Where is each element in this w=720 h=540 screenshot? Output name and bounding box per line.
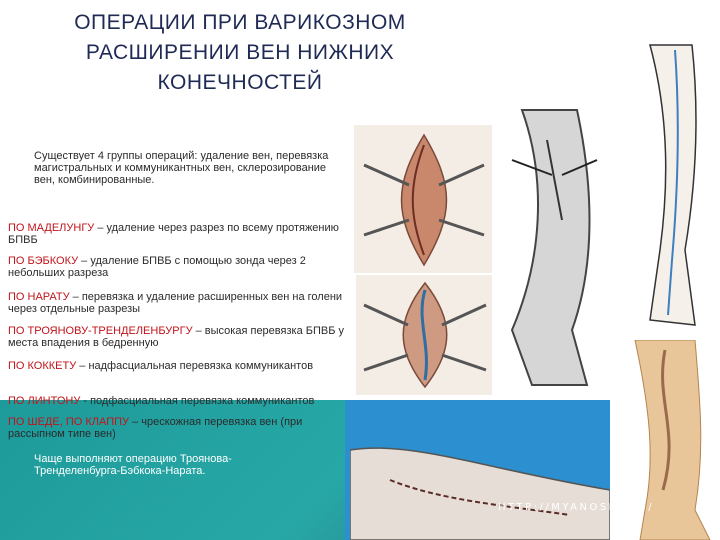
source-url[interactable]: HTTP://MYANOSIA.RU/ xyxy=(498,502,655,513)
leg-incision-photo xyxy=(350,400,610,540)
method-item xyxy=(8,222,353,246)
method-item xyxy=(8,255,353,279)
method-name: ПО МАДЕЛУНГУ xyxy=(8,222,95,234)
summary-note: Чаще выполняют операцию Троянова-Тренделенбурга-Бэбкока-Нарата. xyxy=(34,453,232,477)
method-item xyxy=(8,325,353,349)
method-item xyxy=(8,360,353,372)
page-title: ОПЕРАЦИИ ПРИ ВАРИКОЗНОМ РАСШИРЕНИИ ВЕН НИЖНИХ КОНЕЧНОСТЕЙ xyxy=(74,11,406,94)
method-name: ПО КОККЕТУ xyxy=(8,360,77,372)
method-name: ПО ТРОЯНОВУ-ТРЕНДЕЛЕНБУРГУ xyxy=(8,325,193,337)
method-desc: – чрескожная перевязка вен (при рассыпном типе вен) xyxy=(8,416,303,440)
surgery-illustration-middle xyxy=(356,275,494,395)
method-name: ПО БЭБКОКУ xyxy=(8,255,79,267)
intro-text: Существует 4 группы операций: удаление вен, перевязка магистральных и коммуникантных вен, склерозирование вен, комбинированные. xyxy=(34,150,329,186)
method-name: ПО ШЕДЕ, ПО КЛАППУ xyxy=(8,416,129,428)
method-desc: – удаление БПВБ с помощью зонда через 2 небольших разреза xyxy=(8,255,306,279)
method-desc: – надфасциальная перевязка коммуникантов xyxy=(76,360,314,372)
method-item xyxy=(8,416,353,440)
method-item xyxy=(8,291,353,315)
method-name: ПО НАРАТУ xyxy=(8,291,70,303)
method-item xyxy=(8,395,353,407)
method-desc: – высокая перевязка БПВБ у места впадения в бедренную xyxy=(8,325,344,349)
surgery-illustration-top xyxy=(354,125,494,273)
method-desc: – удаление через разрез по всему протяжению БПВБ xyxy=(8,222,339,246)
method-desc: - подфасциальная перевязка коммуникантов xyxy=(80,395,315,407)
leg-surgery-sketch xyxy=(492,100,617,400)
method-name: ПО ЛИНТОНУ xyxy=(8,395,81,407)
method-desc: – перевязка и удаление расширенных вен на голени через отдельные разрезы xyxy=(8,291,343,315)
leg-vein-diagram xyxy=(620,40,715,340)
